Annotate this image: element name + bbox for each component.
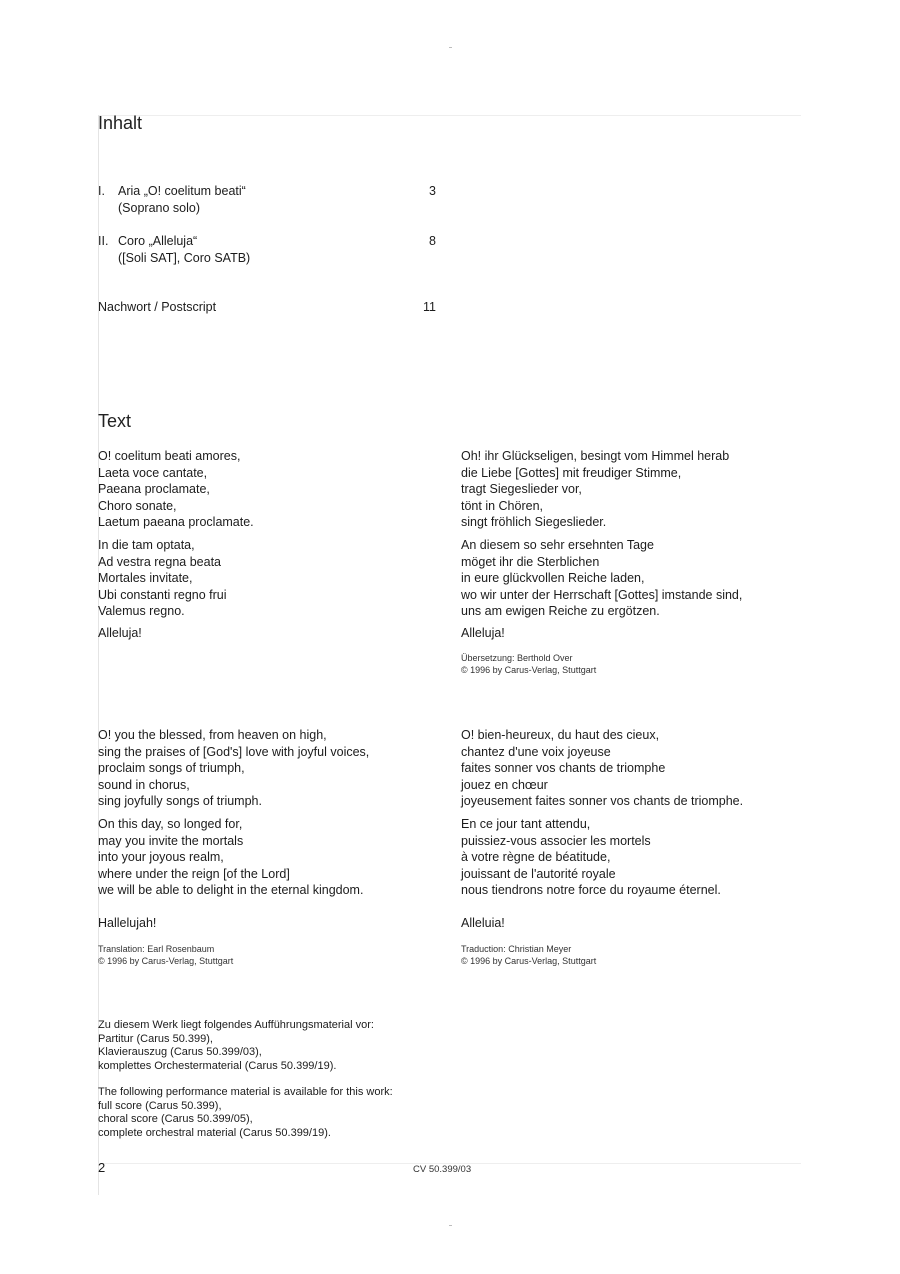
verse-line: Choro sonate, xyxy=(98,498,177,513)
verse-line: Valemus regno. xyxy=(98,604,185,619)
verse-line: à votre règne de béatitude, xyxy=(461,850,611,865)
verse-line: in eure glückvollen Reiche laden, xyxy=(461,571,645,586)
toc-entry-page: 3 xyxy=(429,184,436,198)
credit-line: Translation: Earl Rosenbaum xyxy=(98,944,215,954)
latin-stanza-1 xyxy=(98,448,254,531)
performance-material-english xyxy=(98,1086,393,1140)
verse-line: sing the praises of [God's] love with joyful voices, xyxy=(98,744,370,759)
credit-line: Traduction: Christian Meyer xyxy=(461,944,572,954)
french-alleluia: Alleluia! xyxy=(461,916,505,930)
english-alleluia: Hallelujah! xyxy=(98,916,157,930)
latin-stanza-2 xyxy=(98,537,227,620)
verse-line: Ubi constanti regno frui xyxy=(98,587,227,602)
text-heading: Text xyxy=(98,411,132,431)
verse-line: Mortales invitate, xyxy=(98,571,193,586)
credit-line: © 1996 by Carus-Verlag, Stuttgart xyxy=(461,956,597,966)
crop-mark-top xyxy=(449,47,452,48)
verse-line: O! bien-heureux, du haut des cieux, xyxy=(461,728,660,742)
credit-line: Übersetzung: Berthold Over xyxy=(461,653,573,663)
verse-line: puissiez-vous associer les mortels xyxy=(461,833,651,848)
material-line: choral score (Carus 50.399/05), xyxy=(98,1113,253,1125)
verse-line: we will be able to delight in the eternal kingdom. xyxy=(98,883,364,898)
german-alleluia: Alleluja! xyxy=(461,626,505,640)
material-line: Zu diesem Werk liegt folgendes Aufführungsmaterial vor: xyxy=(98,1019,374,1031)
verse-line: into your joyous realm, xyxy=(98,850,224,865)
verse-line: singt fröhlich Siegeslieder. xyxy=(461,515,607,530)
crop-mark-bottom xyxy=(449,1225,452,1226)
toc-entry-page: 8 xyxy=(429,234,436,248)
english-stanza-1 xyxy=(98,727,369,810)
toc-entry-number: II. xyxy=(98,234,109,248)
verse-line: jouissant de l'autorité royale xyxy=(461,866,616,881)
top-rule xyxy=(98,115,801,116)
toc-entry-page: 11 xyxy=(423,300,436,314)
verse-line: chantez d'une voix joyeuse xyxy=(461,744,611,759)
catalog-code: CV 50.399/03 xyxy=(413,1164,472,1175)
verse-line: En ce jour tant attendu, xyxy=(461,817,591,831)
english-translation-credit xyxy=(98,943,233,967)
verse-line: O! coelitum beati amores, xyxy=(98,449,241,463)
toc-heading: Inhalt xyxy=(98,113,143,133)
verse-line: sing joyfully songs of triumph. xyxy=(98,794,262,809)
performance-material-german xyxy=(98,1019,374,1073)
verse-line: wo wir unter der Herrschaft [Gottes] imstande sind, xyxy=(461,587,743,602)
french-translation-credit xyxy=(461,943,596,967)
toc-entry-scoring: ([Soli SAT], Coro SATB) xyxy=(118,251,251,265)
material-line: komplettes Orchestermaterial (Carus 50.399/19). xyxy=(98,1059,337,1072)
english-stanza-2 xyxy=(98,816,363,899)
verse-line: nous tiendrons notre force du royaume éternel. xyxy=(461,883,721,898)
verse-line: tragt Siegeslieder vor, xyxy=(461,482,582,497)
verse-line: On this day, so longed for, xyxy=(98,817,243,831)
verse-line: Paeana proclamate, xyxy=(98,482,210,497)
verse-line: jouez en chœur xyxy=(461,777,548,792)
material-line: Klavierauszug (Carus 50.399/03), xyxy=(98,1046,262,1058)
material-line: Partitur (Carus 50.399), xyxy=(98,1032,213,1045)
french-stanza-1 xyxy=(461,727,743,810)
material-line: The following performance material is available for this work: xyxy=(98,1086,393,1098)
verse-line: In die tam optata, xyxy=(98,538,195,552)
verse-line: where under the reign [of the Lord] xyxy=(98,866,290,881)
verse-line: Oh! ihr Glückseligen, besingt vom Himmel herab xyxy=(461,449,730,463)
latin-alleluia: Alleluja! xyxy=(98,626,142,640)
german-stanza-1 xyxy=(461,448,729,531)
toc-entry-scoring: (Soprano solo) xyxy=(118,201,200,215)
verse-line: sound in chorus, xyxy=(98,777,190,792)
verse-line: Ad vestra regna beata xyxy=(98,554,221,569)
german-stanza-2 xyxy=(461,537,742,620)
toc-entry-title: Nachwort / Postscript xyxy=(98,300,217,314)
german-translation-credit xyxy=(461,652,596,676)
credit-line: © 1996 by Carus-Verlag, Stuttgart xyxy=(98,956,234,966)
verse-line: Laeta voce cantate, xyxy=(98,465,208,480)
credit-line: © 1996 by Carus-Verlag, Stuttgart xyxy=(461,665,597,675)
verse-line: tönt in Chören, xyxy=(461,498,543,513)
verse-line: Laetum paeana proclamate. xyxy=(98,515,254,530)
toc-entry-title: Coro „Alleluja“ xyxy=(118,234,198,248)
material-line: full score (Carus 50.399), xyxy=(98,1099,222,1112)
french-stanza-2 xyxy=(461,816,721,899)
toc-entry-title: Aria „O! coelitum beati“ xyxy=(118,184,246,198)
material-line: complete orchestral material (Carus 50.399/19). xyxy=(98,1126,331,1139)
verse-line: die Liebe [Gottes] mit freudiger Stimme, xyxy=(461,465,682,480)
verse-line: möget ihr die Sterblichen xyxy=(461,554,600,569)
verse-line: O! you the blessed, from heaven on high, xyxy=(98,728,327,742)
page-number: 2 xyxy=(98,1160,106,1175)
verse-line: faites sonner vos chants de triomphe xyxy=(461,761,666,776)
verse-line: may you invite the mortals xyxy=(98,833,244,848)
verse-line: joyeusement faites sonner vos chants de triomphe. xyxy=(461,794,744,809)
verse-line: An diesem so sehr ersehnten Tage xyxy=(461,538,654,552)
verse-line: proclaim songs of triumph, xyxy=(98,761,245,776)
verse-line: uns am ewigen Reiche zu ergötzen. xyxy=(461,604,660,619)
toc-entry-number: I. xyxy=(98,184,105,198)
